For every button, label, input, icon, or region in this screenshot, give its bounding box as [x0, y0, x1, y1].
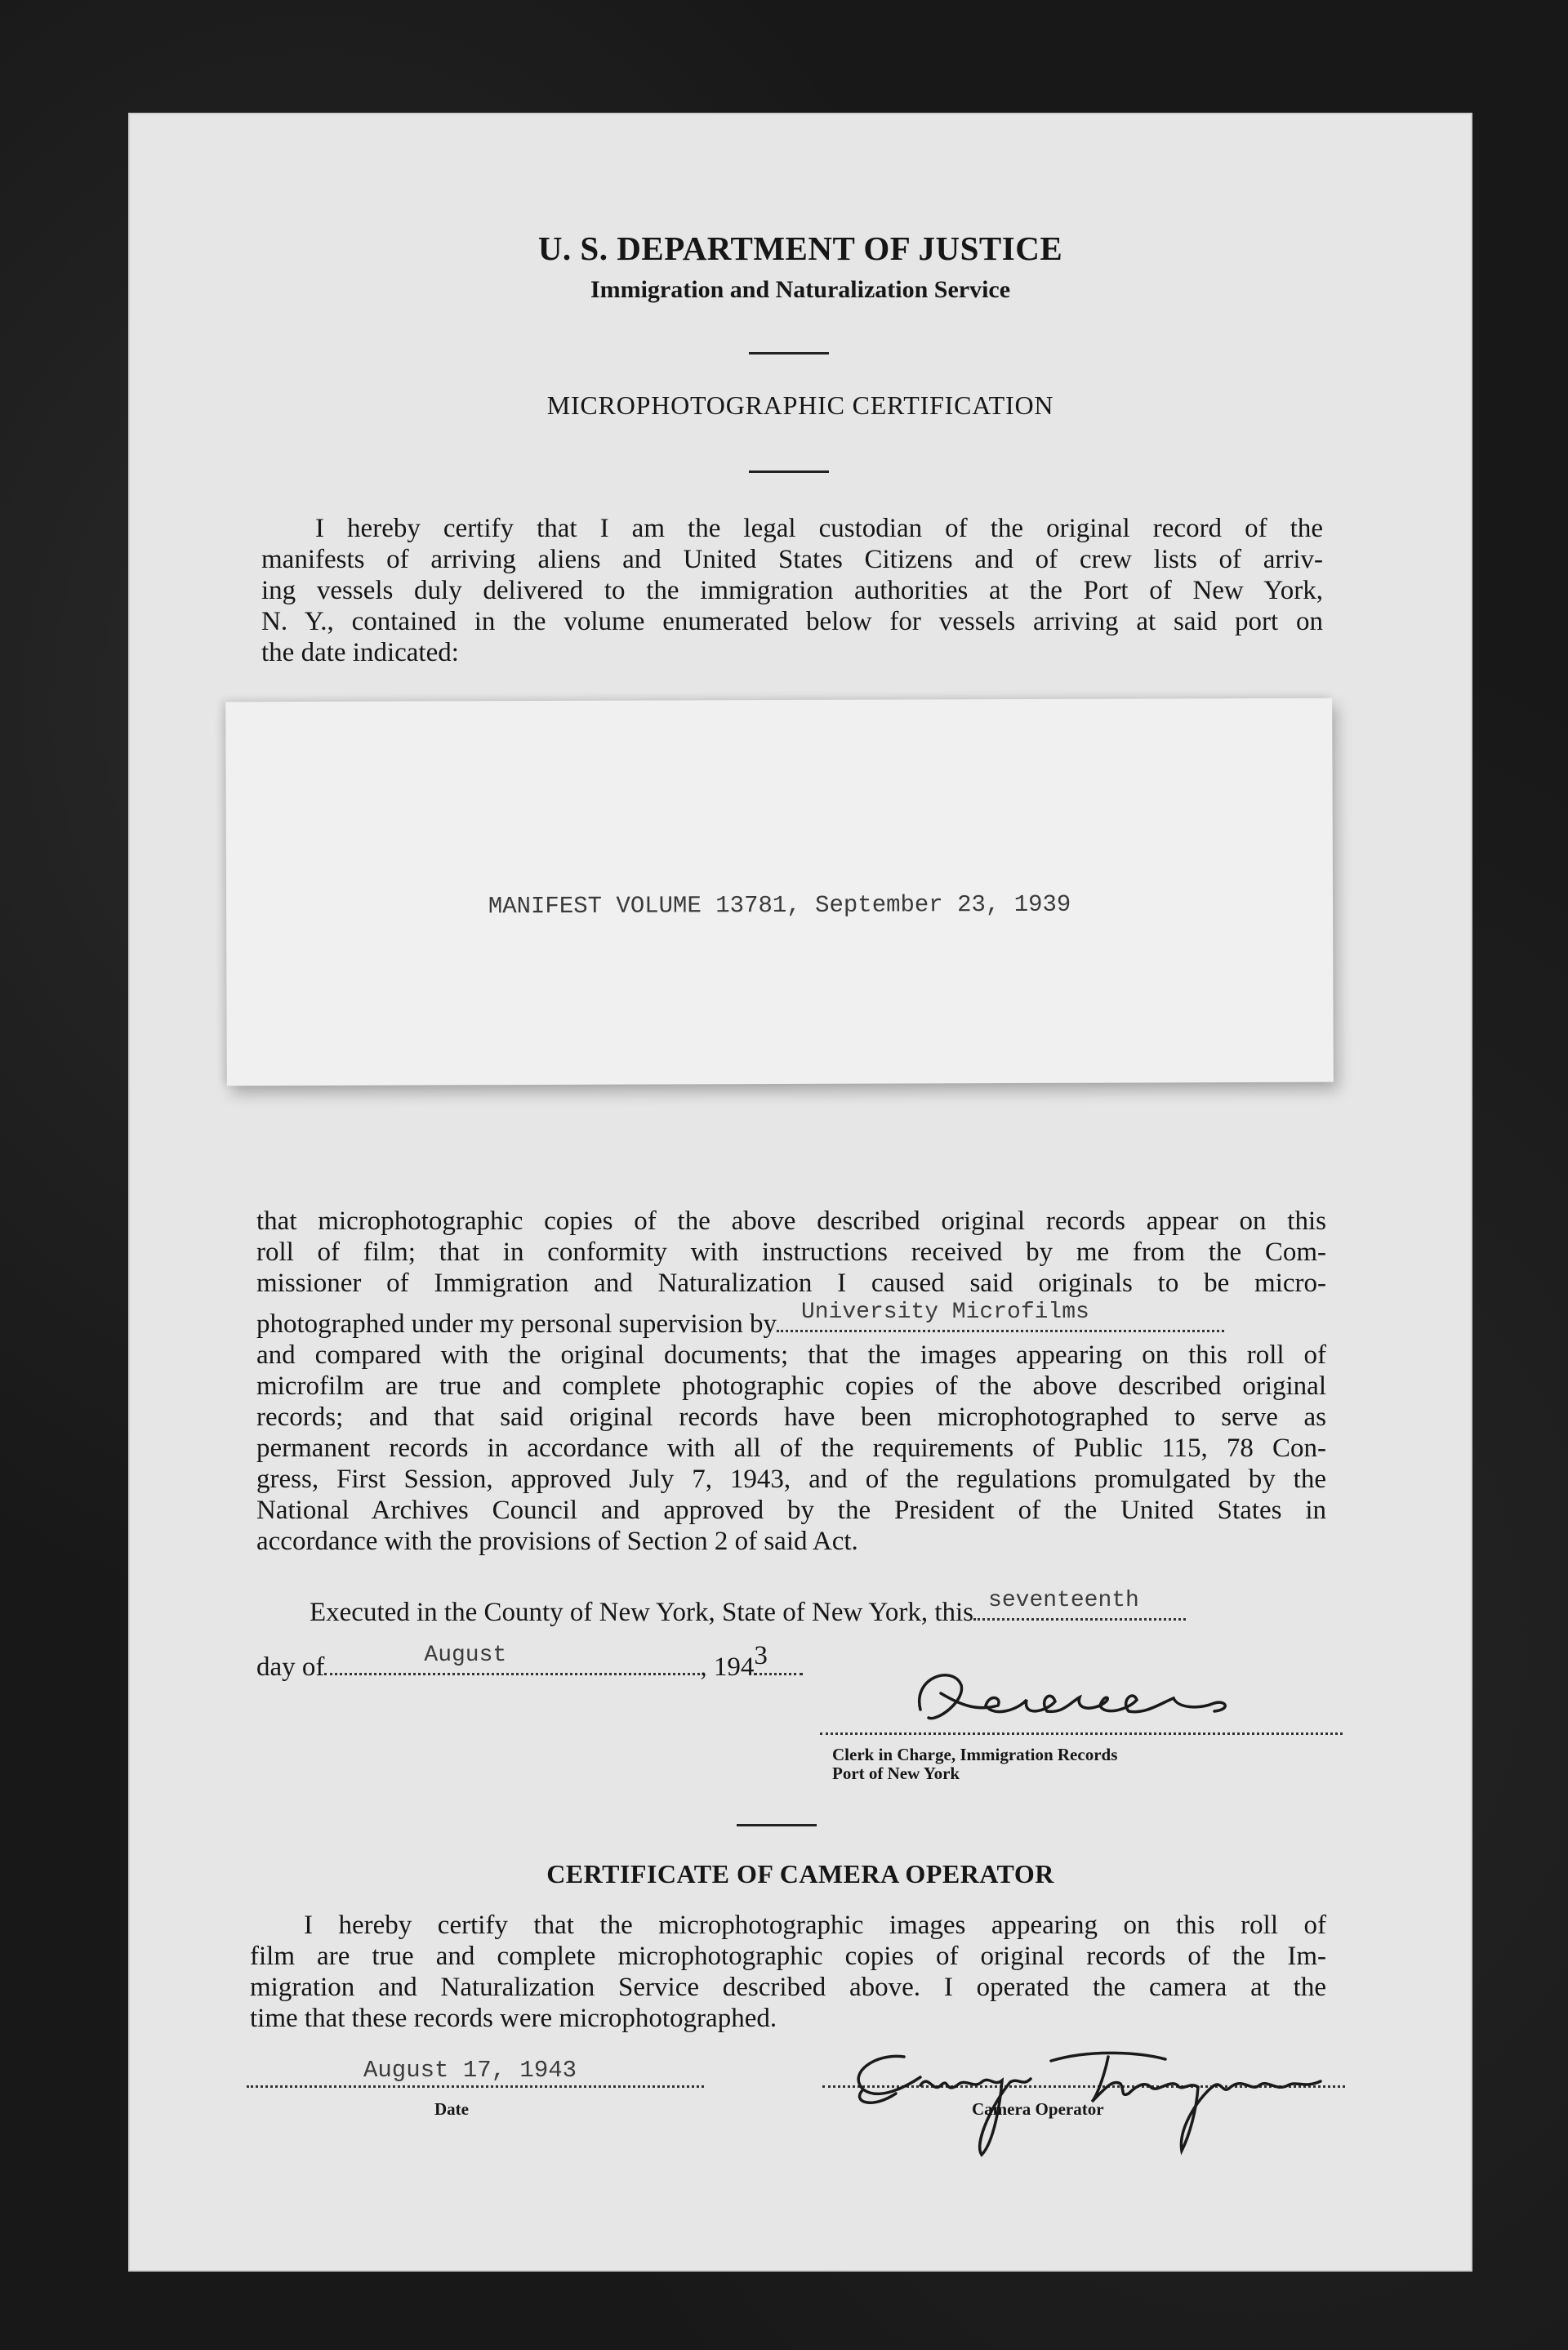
execution-day-value: seventeenth — [988, 1588, 1139, 1613]
operator-line: film are true and complete microphotographic copies of original records of the Im- — [250, 1942, 1326, 1971]
operator-line: I hereby certify that the microphotographic images appearing on this roll of — [304, 1911, 1326, 1940]
clerk-title: Clerk in Charge, Immigration Records — [832, 1745, 1118, 1764]
body-line: missioner of Immigration and Naturalization I caused said originals to be micro- — [256, 1269, 1326, 1298]
camera-operator-heading: CERTIFICATE OF CAMERA OPERATOR — [546, 1859, 1054, 1888]
manifest-slip — [225, 698, 1334, 1086]
section-divider — [737, 1824, 817, 1826]
operator-date-label: Date — [434, 2099, 469, 2119]
supervision-field — [777, 1300, 1224, 1332]
supervision-value: University Microfilms — [800, 1300, 1089, 1325]
execution-prefix: Executed in the County of New York, State of New York, this — [310, 1598, 974, 1627]
year-digit: 3 — [754, 1641, 768, 1670]
body-line: accordance with the provisions of Section 2 of said Act. — [256, 1527, 858, 1556]
intro-line: manifests of arriving aliens and United States Citizens and of crew lists of arriv- — [261, 545, 1323, 574]
day-of-label: day of — [256, 1652, 325, 1682]
intro-line: ing vessels duly delivered to the immigration authorities at the Port of New York, — [261, 576, 1323, 605]
clerk-signature — [904, 1661, 1272, 1738]
service-subheading: Immigration and Naturalization Service — [590, 276, 1011, 303]
body-line: gress, First Session, approved July 7, 1943, and of the regulations promulgated by the — [256, 1465, 1326, 1494]
camera-operator-label: Camera Operator — [972, 2099, 1104, 2119]
operator-line: time that these records were microphotographed. — [250, 2004, 777, 2033]
body-line: records; and that said original records have been microphotographed to serve as — [256, 1402, 1326, 1432]
header-divider-bottom — [749, 470, 829, 473]
execution-month-field — [324, 1643, 700, 1675]
supervision-prefix: photographed under my personal supervision by — [256, 1309, 777, 1339]
header-divider-top — [749, 352, 829, 355]
body-line: and compared with the original documents; that the images appearing on this roll of — [256, 1340, 1326, 1370]
execution-year-field — [754, 1641, 803, 1675]
intro-line: I hereby certify that I am the legal custodian of the original record of the — [315, 514, 1323, 543]
execution-day-field — [973, 1588, 1186, 1621]
body-line: National Archives Council and approved by the President of the United States in — [256, 1496, 1326, 1525]
execution-date-line — [256, 1641, 803, 1683]
body-line: roll of film; that in conformity with instructions received by me from the Com- — [256, 1237, 1326, 1267]
supervision-line — [256, 1300, 1326, 1340]
certificate-sheet — [128, 113, 1472, 2272]
year-prefix: , 194 — [700, 1652, 755, 1682]
operator-date-value: August 17, 1943 — [363, 2057, 577, 2084]
certification-title: MICROPHOTOGRAPHIC CERTIFICATION — [546, 390, 1054, 420]
body-line: that microphotographic copies of the above described original records appear on this — [256, 1206, 1326, 1236]
manifest-volume-text: MANIFEST VOLUME 13781, September 23, 1939 — [488, 890, 1071, 921]
intro-line: the date indicated: — [261, 638, 459, 667]
execution-month-value: August — [424, 1643, 507, 1668]
operator-line: migration and Naturalization Service described above. I operated the camera at the — [250, 1973, 1326, 2002]
department-heading: U. S. DEPARTMENT OF JUSTICE — [537, 230, 1063, 267]
intro-line: N. Y., contained in the volume enumerated below for vessels arriving at said port on — [261, 607, 1323, 636]
execution-line — [310, 1588, 1186, 1628]
operator-paragraph — [250, 1910, 1326, 2034]
body-line: microfilm are true and complete photographic copies of the above described original — [256, 1371, 1326, 1401]
clerk-port: Port of New York — [832, 1764, 960, 1783]
operator-date-line — [247, 2085, 704, 2088]
body-line: permanent records in accordance with all of the requirements of Public 115, 78 Con- — [256, 1434, 1326, 1463]
intro-paragraph — [261, 513, 1323, 668]
body-paragraph — [256, 1206, 1326, 1557]
operator-signature — [798, 2028, 1370, 2167]
